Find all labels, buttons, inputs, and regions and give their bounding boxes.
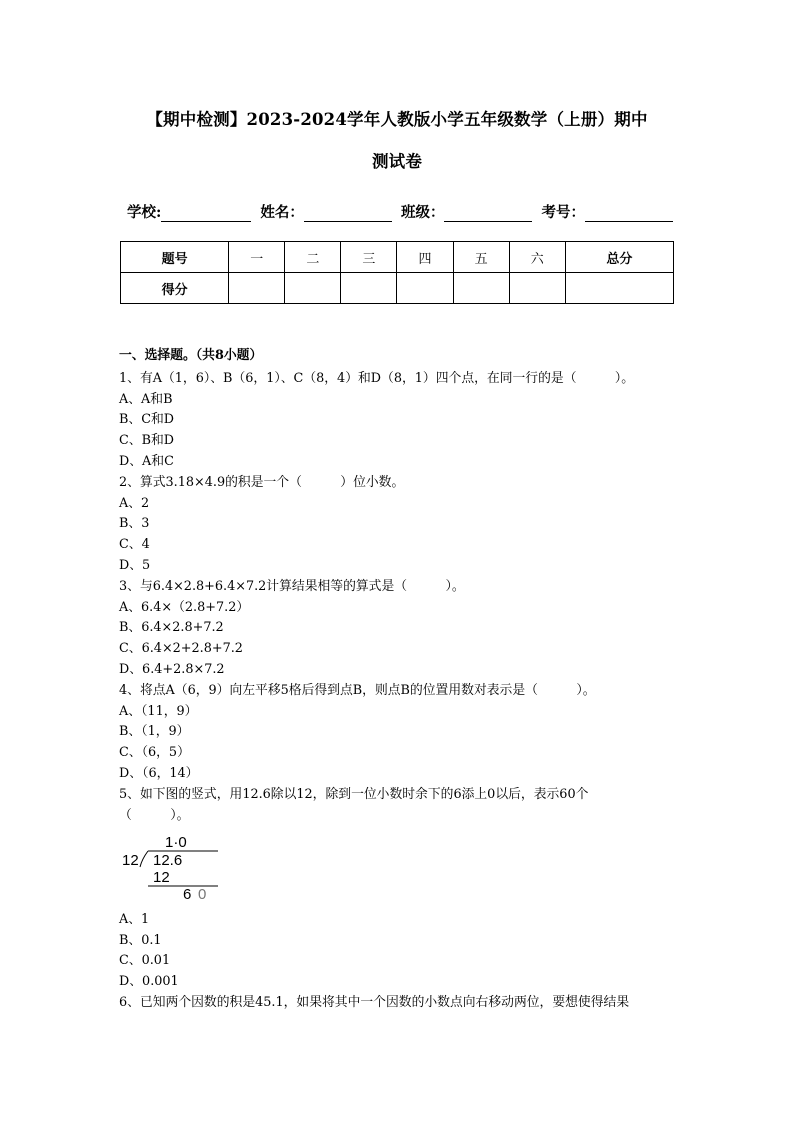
question-line: B、6.4×2.8+7.2 [119, 620, 224, 635]
school-label: 学校: [127, 204, 162, 221]
score-cell [285, 273, 341, 304]
question-line: D、A和C [119, 454, 174, 469]
division-quotient: 1·0 [165, 834, 187, 851]
division-remainder: 6 [183, 886, 192, 901]
score-header-cell: 五 [453, 242, 509, 273]
section-1-title: 一、选择题。（共8小题） [119, 348, 263, 363]
question-line: C、6.4×2+2.8+7.2 [119, 641, 243, 656]
class-label: 班级： [400, 204, 445, 221]
division-divisor: 12 [122, 852, 139, 869]
exam-title-line-2: 测试卷 [371, 152, 423, 171]
question-line: D、0.001 [119, 974, 179, 989]
question-line: D、（6，14） [119, 766, 199, 781]
division-subtract: 12 [153, 869, 170, 886]
score-cell [565, 273, 673, 304]
question-line: 6、已知两个因数的积是45.1，如果将其中一个因数的小数点向右移动两位，要想使得结果 [119, 995, 630, 1010]
question-line: A、6.4×（2.8+7.2） [119, 600, 250, 615]
question-line: 2、算式3.18×4.9的积是一个（ ）位小数。 [119, 475, 405, 490]
score-table [120, 241, 674, 304]
score-header-cell: 总分 [565, 242, 673, 273]
question-line: C、4 [119, 537, 150, 552]
score-cell [397, 273, 453, 304]
class-blank [444, 207, 532, 222]
question-line: 1、有A（1，6）、B（6，1）、C（8，4）和D（8，1）四个点，在同一行的是（ ）。 [119, 371, 635, 386]
name-label: 姓名： [260, 204, 304, 221]
exam-number-label: 考号： [541, 204, 586, 221]
score-row-label: 得分 [121, 273, 229, 304]
score-cell [341, 273, 397, 304]
name-blank [304, 207, 392, 222]
score-table-header-row [121, 242, 674, 273]
question-line: C、0.01 [119, 953, 171, 968]
score-header-cell: 六 [509, 242, 565, 273]
score-cell [229, 273, 285, 304]
question-line: C、（6，5） [119, 745, 190, 760]
question-line: 4、将点A（6，9）向左平移5格后得到点B，则点B的位置用数对表示是（ ）。 [119, 683, 596, 698]
school-blank [161, 207, 251, 222]
question-line: （ ）。 [119, 808, 190, 823]
question-line: D、6.4+2.8×7.2 [119, 662, 225, 677]
score-table-score-row [121, 273, 674, 304]
question-line: B、（1，9） [119, 724, 190, 739]
question-line: B、0.1 [119, 933, 162, 948]
question-line: A、1 [119, 912, 150, 927]
score-header-cell: 一 [229, 242, 285, 273]
exam-title-line-1: 【期中检测】2023-2024学年人教版小学五年级数学（上册）期中 [146, 110, 648, 129]
score-header-cell: 三 [341, 242, 397, 273]
question-line: B、3 [119, 516, 150, 531]
exam-number-blank [585, 207, 673, 222]
question-line: B、C和D [119, 412, 175, 427]
student-info-row [127, 201, 687, 222]
question-line: C、B和D [119, 433, 175, 448]
question-line: 3、与6.4×2.8+6.4×7.2计算结果相等的算式是（ ）。 [119, 579, 465, 594]
long-division-figure [120, 829, 230, 901]
division-added-zero: 0 [198, 886, 207, 901]
question-line: A、2 [119, 496, 150, 511]
score-cell [453, 273, 509, 304]
score-cell [509, 273, 565, 304]
question-line: A、A和B [119, 392, 173, 407]
question-line: 5、如下图的竖式，用12.6除以12，除到一位小数时余下的6添上0以后，表示60个 [119, 787, 589, 802]
division-dividend: 12.6 [153, 852, 183, 869]
question-line: A、（11，9） [119, 704, 198, 719]
score-header-cell: 四 [397, 242, 453, 273]
division-bracket [140, 851, 148, 867]
score-header-cell: 题号 [121, 242, 229, 273]
score-header-cell: 二 [285, 242, 341, 273]
question-line: D、5 [119, 558, 151, 573]
